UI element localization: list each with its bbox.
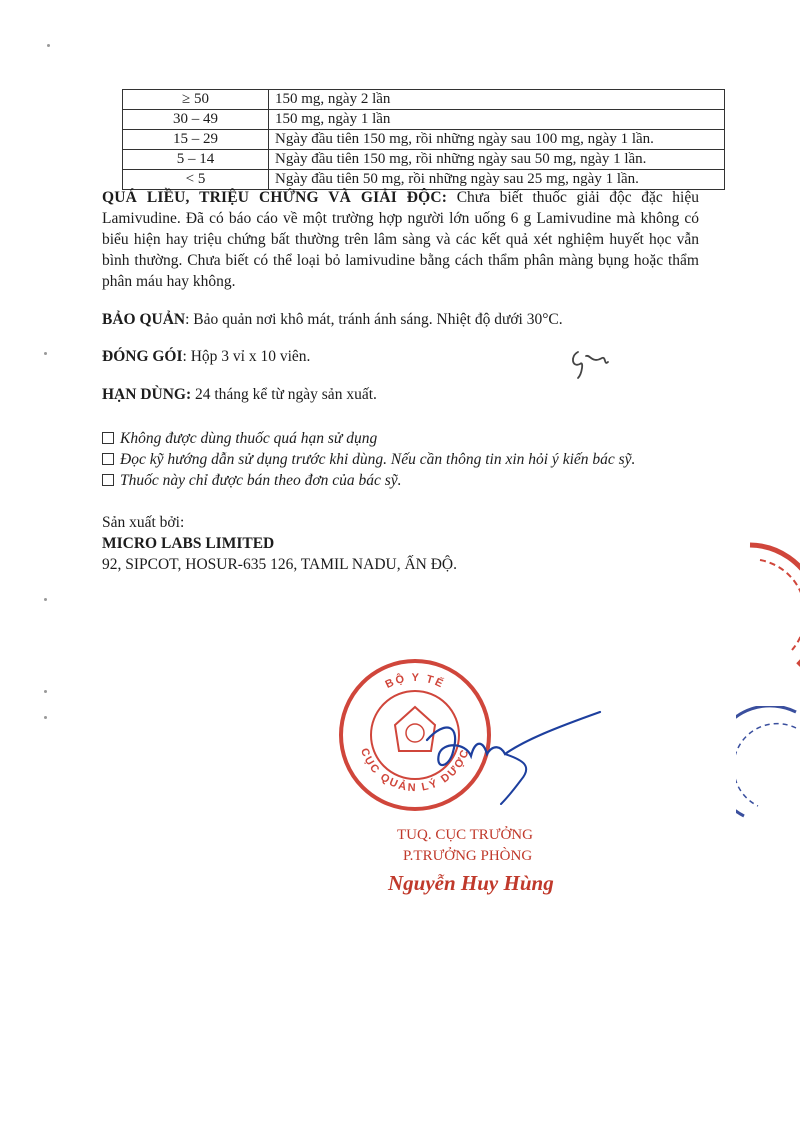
warning-item [102, 472, 402, 490]
warning-item [102, 451, 635, 469]
table-row [123, 90, 725, 110]
scan-speck [47, 44, 50, 47]
checkbox-icon [102, 474, 114, 486]
expiry-heading: HẠN DÙNG: [102, 386, 192, 403]
partial-red-seal [720, 540, 800, 670]
signature [405, 700, 615, 810]
dose-cell: Ngày đầu tiên 50 mg, rồi những ngày sau 25 mg, ngày 1 lần. [269, 170, 725, 190]
checkbox-icon [102, 432, 114, 444]
warning-text: Đọc kỹ hướng dẫn sử dụng trước khi dùng. Nếu cần thông tin xin hỏi ý kiến bác sỹ. [120, 451, 636, 468]
overdose-heading: QUÁ LIỀU, TRIỆU CHỨNG VÀ GIẢI ĐỘC: [102, 189, 448, 206]
seal-ring-bottom: CỤC QUẢN LÝ DƯỢC [357, 746, 473, 795]
overdose-section [102, 187, 699, 292]
warning-item [102, 430, 377, 448]
dose-cell: Ngày đầu tiên 150 mg, rồi những ngày sau 100 mg, ngày 1 lần. [269, 130, 725, 150]
storage-text: : Bảo quản nơi khô mát, tránh ánh sáng. Nhiệt độ dưới 30°C. [185, 311, 563, 328]
scan-speck [44, 716, 47, 719]
expiry-text: 24 tháng kể từ ngày sản xuất. [191, 386, 377, 403]
initials-mark [568, 344, 612, 384]
checkbox-icon [102, 453, 114, 465]
packaging-heading: ĐÓNG GÓI [102, 348, 183, 365]
table-row [123, 130, 725, 150]
storage-heading: BẢO QUẢN [102, 311, 186, 328]
dose-cell: 150 mg, ngày 2 lần [269, 90, 725, 110]
dose-cell: Ngày đầu tiên 150 mg, rồi những ngày sau 50 mg, ngày 1 lần. [269, 150, 725, 170]
partial-blue-stamp [736, 706, 800, 826]
dose-cell: 150 mg, ngày 1 lần [269, 110, 725, 130]
clearance-cell: ≥ 50 [123, 90, 269, 110]
table-row [123, 150, 725, 170]
clearance-cell: 5 – 14 [123, 150, 269, 170]
manufacturer-name: MICRO LABS LIMITED [102, 535, 275, 552]
warning-text: Thuốc này chỉ được bán theo đơn của bác sỹ. [120, 472, 402, 489]
scan-speck [44, 598, 47, 601]
overdose-text: Chưa biết thuốc giải độc đặc hiệu Lamivudine. Đã có báo cáo về một trường hợp người lớn uống 6 g Lamivudine mà không có biểu hiện hay triệu chứng bất thường trên lâm sàng và các kết quả xét nghiệm huyết học vẫn bình thường. Chưa biết có thể loại bỏ lamivudine bằng cách thẩm phân màng bụng hoặc thẩm phân máu hay không. [102, 189, 699, 290]
svg-text:BỘ Y TẾ [384, 672, 447, 691]
stamp-title-line1: TUQ. CỤC TRƯỞNG [397, 827, 533, 843]
signer-name: Nguyễn Huy Hùng [388, 871, 554, 895]
manufacturer-address: 92, SIPCOT, HOSUR-635 126, TAMIL NADU, ẤN ĐỘ. [102, 556, 457, 573]
packaging-text: : Hộp 3 vỉ x 10 viên. [182, 348, 311, 365]
expiry-line [102, 386, 377, 404]
clearance-cell: 15 – 29 [123, 130, 269, 150]
packaging-line [102, 348, 310, 366]
clearance-cell: 30 – 49 [123, 110, 269, 130]
stamp-title-line2: P.TRƯỞNG PHÒNG [403, 848, 533, 864]
dosage-table [122, 89, 725, 190]
clearance-cell: < 5 [123, 170, 269, 190]
manufacturer-label: Sản xuất bởi: [102, 514, 185, 531]
table-row [123, 110, 725, 130]
seal-ring-top: BỘ Y TẾ [383, 671, 447, 692]
warning-text: Không được dùng thuốc quá hạn sử dụng [120, 430, 378, 447]
scan-speck [44, 690, 47, 693]
storage-line [102, 311, 563, 329]
scan-speck [44, 352, 47, 355]
